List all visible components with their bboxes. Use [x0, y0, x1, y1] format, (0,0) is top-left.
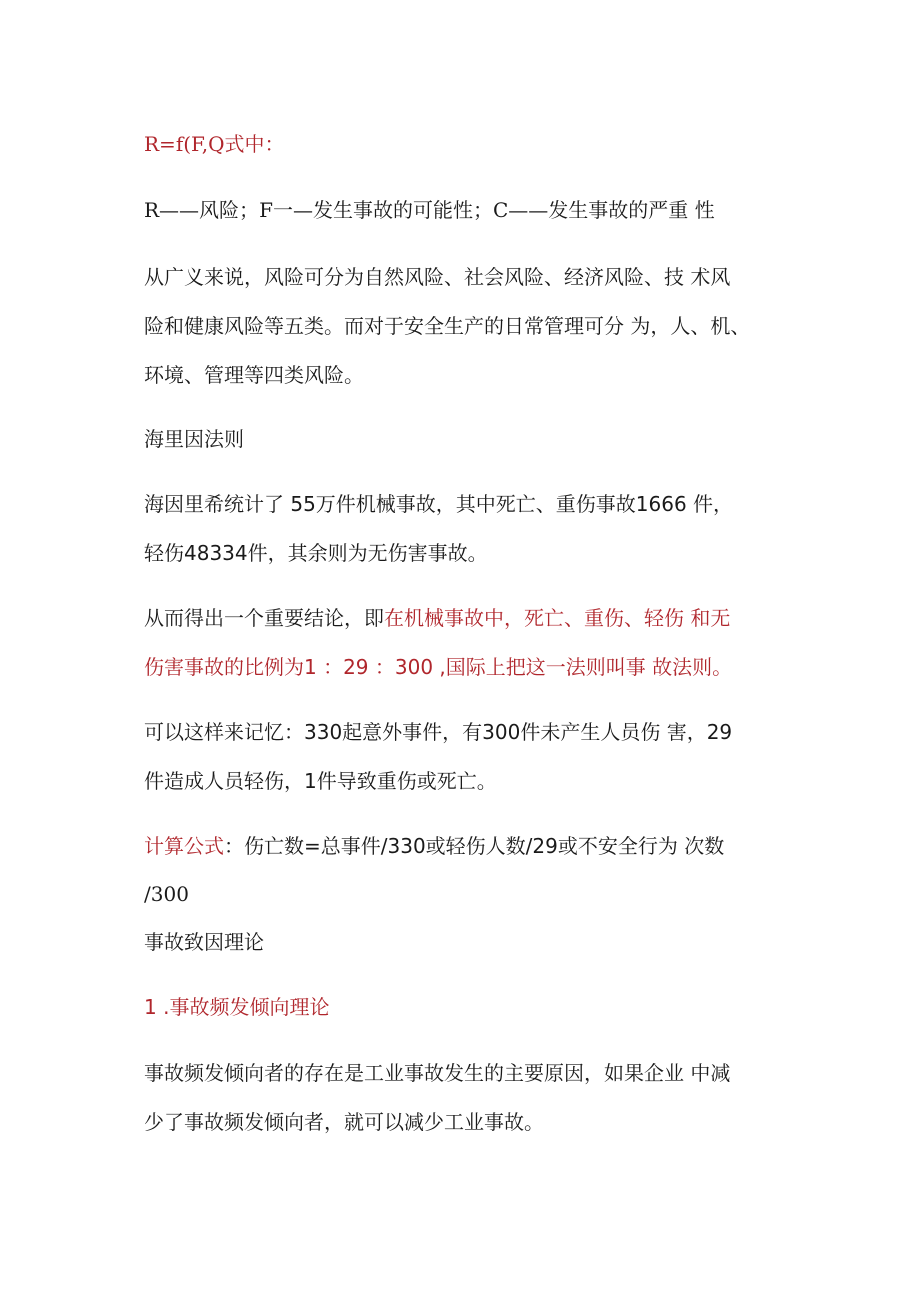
conclusion-highlight-1: 在机械事故中，死亡、重伤、轻伤 和无	[384, 606, 731, 630]
conclusion-prefix: 从而得出一个重要结论，即	[144, 606, 384, 630]
calc-line-1	[144, 822, 784, 871]
calc-line-2: /300	[144, 882, 189, 906]
risk-classification-line-3: 环境、管理等四类风险。	[144, 363, 364, 387]
conclusion-line-2: 伤害事故的比例为1 ：29 ：300 ,国际上把这一法则叫事 故法则。	[144, 655, 733, 679]
memory-line-1: 可以这样来记忆：330起意外事件，有300件未产生人员伤 害，29	[144, 720, 733, 744]
heinrich-stats-line-2: 轻伤48334件，其余则为无伤害事故。	[144, 541, 488, 565]
theory1-title: 1 .事故频发倾向理论	[144, 995, 330, 1019]
conclusion-line-1	[144, 594, 784, 643]
calc-label: 计算公式	[144, 834, 224, 858]
risk-definitions	[144, 186, 784, 235]
definition-c: C——发生事故的严重 性	[492, 198, 715, 222]
definition-f: F一—发生事故的可能性；	[259, 198, 493, 222]
risk-classification-line-2: 险和健康风险等五类。而对于安全生产的日常管理可分 为，人、机、	[144, 314, 751, 338]
heinrich-title: 海里因法则	[144, 427, 244, 451]
formula-line: R=f(F,Q式中：	[144, 132, 285, 156]
causation-title: 事故致因理论	[144, 930, 264, 954]
theory1-body-line-2: 少了事故频发倾向者，就可以减少工业事故。	[144, 1110, 544, 1134]
memory-line-2: 件造成人员轻伤，1件导致重伤或死亡。	[144, 769, 497, 793]
risk-classification-line-1: 从广义来说，风险可分为自然风险、社会风险、经济风险、技 术风	[144, 265, 731, 289]
theory1-body-line-1: 事故频发倾向者的存在是工业事故发生的主要原因，如果企业 中减	[144, 1061, 731, 1085]
calc-line-1-rest: ：伤亡数=总事件/330或轻伤人数/29或不安全行为 次数	[224, 834, 725, 858]
heinrich-stats-line-1: 海因里希统计了 55万件机械事故，其中死亡、重伤事故1666 件，	[144, 492, 734, 516]
definition-r: R——风险；	[144, 198, 260, 222]
